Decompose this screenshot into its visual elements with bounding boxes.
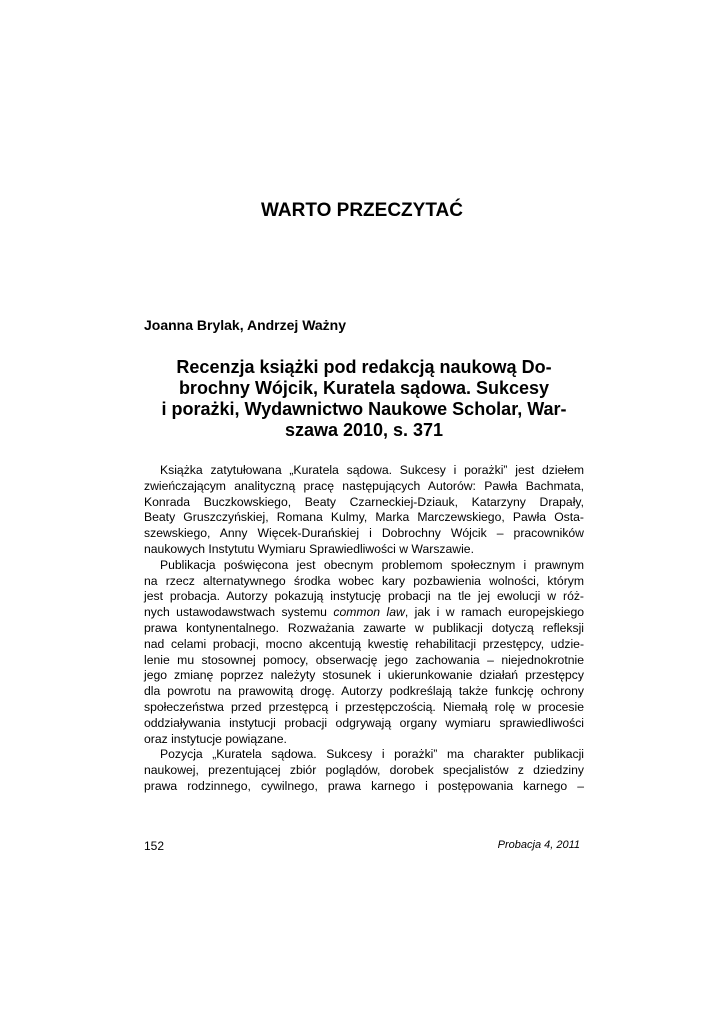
text-line: szewskiego, Anny Więcek-Durańskiej i Dobrochny Wójcik – pracowników xyxy=(144,526,584,541)
review-title-line: Recenzja książki pod redakcją naukową Do- xyxy=(176,357,552,377)
text-line: prawa rodzinnego, cywilnego, prawa karnego i postępowania karnego – xyxy=(144,778,584,793)
text-line: dla powrotu na prawowitą drogę. Autorzy podkreślają także funkcję ochrony xyxy=(144,684,584,699)
text-line: lenie mu stosownej pomocy, obserwację jego zachowania – niejednokrotnie xyxy=(144,652,584,667)
text-line: jest probacja. Autorzy pokazują instytucję probacji na tle jej ewolucji w róż- xyxy=(144,589,584,604)
paragraph xyxy=(144,747,584,794)
text-line: nad celami probacji, mocno akcentują kwestię rehabilitacji przestępcy, udzie- xyxy=(144,636,584,651)
page-number: 152 xyxy=(144,839,165,853)
text-line xyxy=(144,605,584,621)
text-line: oddziaływania instytucji probacji odgrywają organy wymiaru sprawiedliwości xyxy=(144,715,584,730)
text-line: społeczeństwa przed przestępcą i przestępczością. Niemałą rolę w procesie xyxy=(144,699,584,714)
text-line: prawa kontynentalnego. Rozważania zawarte w publikacji dotyczą refleksji xyxy=(144,620,584,635)
section-heading: WARTO PRZECZYTAĆ xyxy=(261,200,463,221)
text-line: Konrada Buczkowskiego, Beaty Czarneckiej-Dziauk, Katarzyny Drapały, xyxy=(144,494,584,509)
text-line: na rzecz alternatywnego środka wobec kary pozbawienia wolności, którym xyxy=(144,573,584,588)
text-line: jego zmianę poprzez należyty stosunek i ukierunkowanie działań przestępcy xyxy=(144,668,584,683)
review-title xyxy=(144,357,584,441)
paragraph xyxy=(144,558,584,748)
authors: Joanna Brylak, Andrzej Ważny xyxy=(144,317,347,333)
text-line: Publikacja poświęcona jest obecnym problemom społecznym i prawnym xyxy=(160,557,584,572)
body-text xyxy=(144,463,584,795)
text-line: zwieńczającym analityczną pracę następujących Autorów: Pawła Bachmata, xyxy=(144,478,584,493)
review-title-line: brochny Wójcik, Kuratela sądowa. Sukcesy xyxy=(178,378,550,398)
text-segment: , jak i w ramach europejskiego xyxy=(404,605,585,620)
italic-term: common law xyxy=(333,605,405,620)
text-line: oraz instytucje powiązane. xyxy=(144,731,287,746)
text-line: naukowych Instytutu Wymiaru Sprawiedliwości w Warszawie. xyxy=(144,541,474,556)
journal-footer: Probacja 4, 2011 xyxy=(497,839,580,851)
review-title-line: i porażki, Wydawnictwo Naukowe Scholar, War- xyxy=(161,399,567,419)
text-line: naukowej, prezentującej zbiór poglądów, dorobek specjalistów z dziedziny xyxy=(144,763,584,778)
review-title-line: szawa 2010, s. 371 xyxy=(284,420,444,440)
text-segment: nych ustawodawstwach systemu xyxy=(144,605,334,620)
text-line: Pozycja „Kuratela sądowa. Sukcesy i porażki” ma charakter publikacji xyxy=(160,747,584,762)
paragraph xyxy=(144,463,584,558)
text-line: Książka zatytułowana „Kuratela sądowa. Sukcesy i porażki” jest dziełem xyxy=(160,463,584,477)
text-line: Beaty Gruszczyńskiej, Romana Kulmy, Marka Marczewskiego, Pawła Osta- xyxy=(144,510,584,525)
